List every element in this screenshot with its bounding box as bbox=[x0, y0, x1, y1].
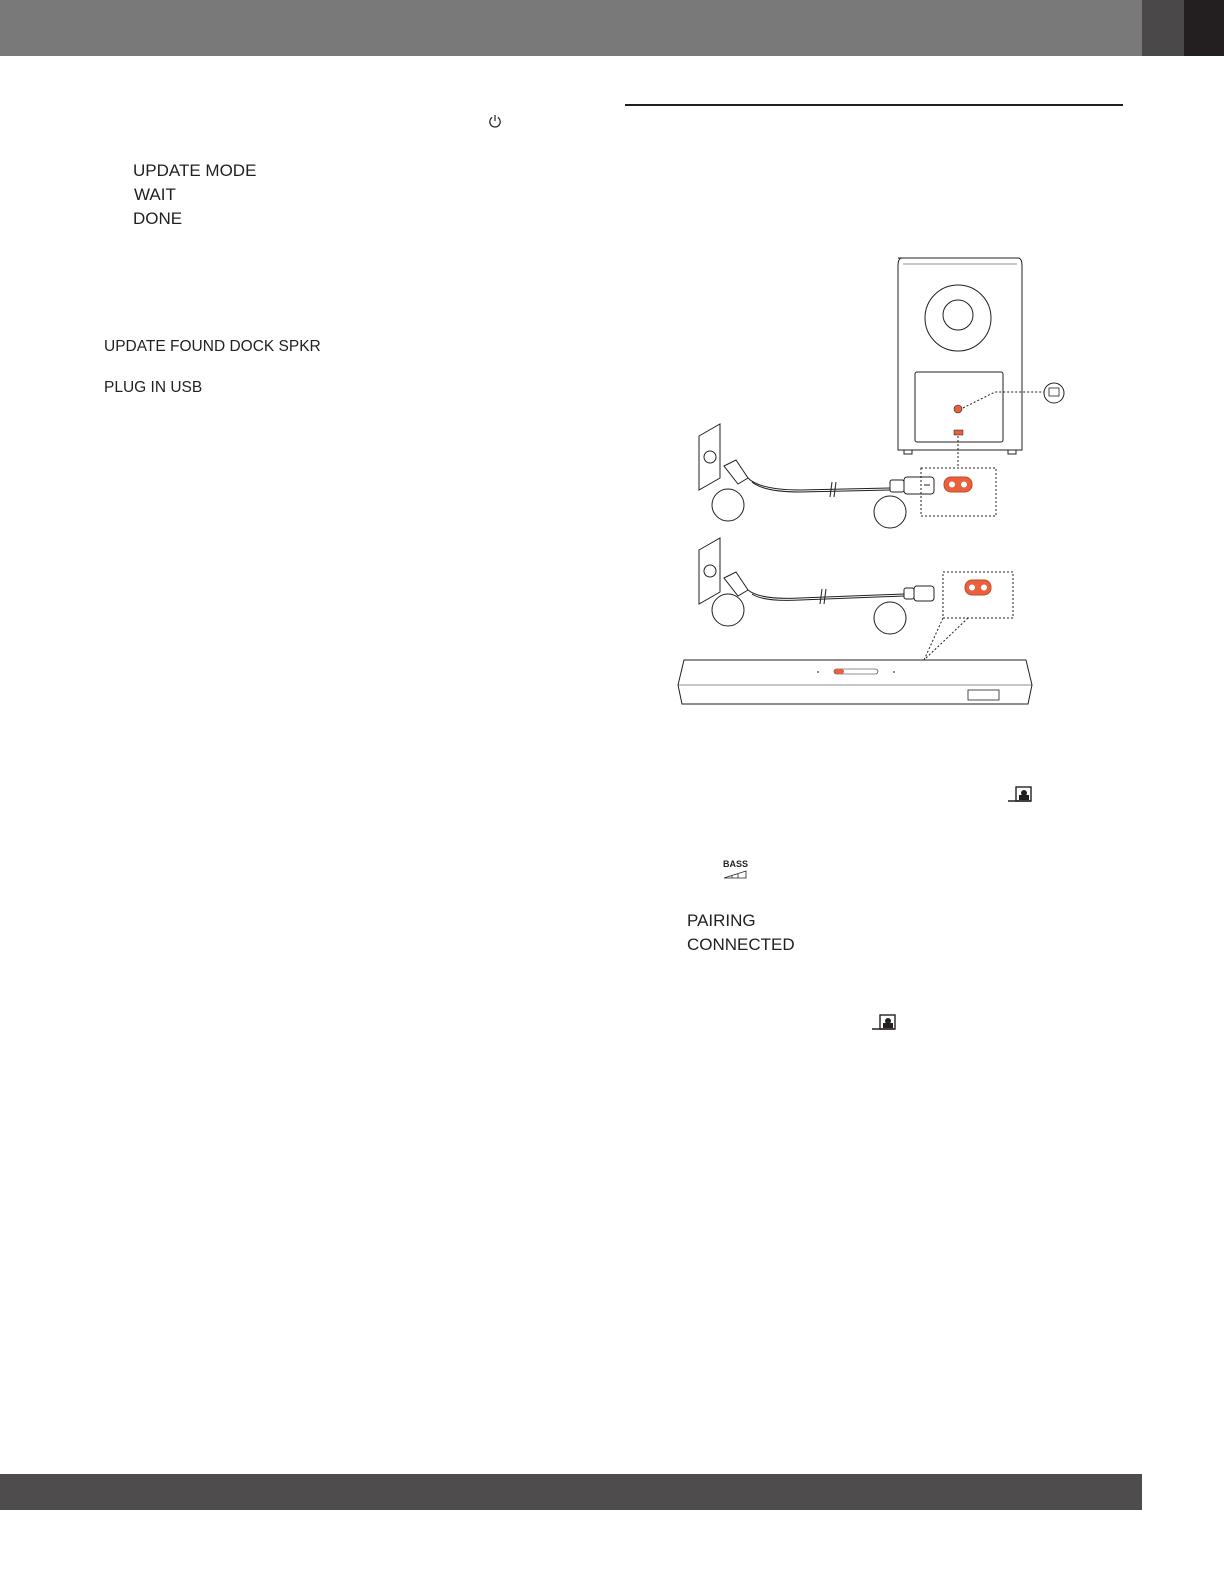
status-connected: CONNECTED bbox=[687, 935, 795, 954]
section-heading-rule bbox=[625, 104, 1123, 106]
header-bar bbox=[0, 0, 1142, 56]
bass-level-icon bbox=[723, 870, 747, 879]
status-wait: WAIT bbox=[134, 185, 176, 204]
message-update-found: UPDATE FOUND DOCK SPKR bbox=[104, 338, 321, 355]
power-icon bbox=[488, 114, 502, 129]
status-update-mode: UPDATE MODE bbox=[133, 161, 257, 180]
message-plug-in-usb: PLUG IN USB bbox=[104, 379, 203, 396]
subwoofer-soundbar-connection-diagram bbox=[676, 252, 1070, 708]
status-done: DONE bbox=[133, 209, 183, 228]
header-edge-tab bbox=[1184, 0, 1224, 56]
bass-label: BASS bbox=[723, 859, 749, 869]
subwoofer-connect-icon bbox=[1007, 784, 1033, 804]
outlet-cable-subwoofer bbox=[699, 424, 934, 528]
footer-bar bbox=[0, 1474, 1142, 1510]
outlet-cable-soundbar bbox=[699, 538, 1013, 660]
subwoofer-connect-icon bbox=[871, 1012, 897, 1032]
status-pairing: PAIRING bbox=[687, 911, 756, 930]
header-section-tab bbox=[1142, 0, 1184, 56]
soundbar-illustration bbox=[678, 660, 1032, 704]
